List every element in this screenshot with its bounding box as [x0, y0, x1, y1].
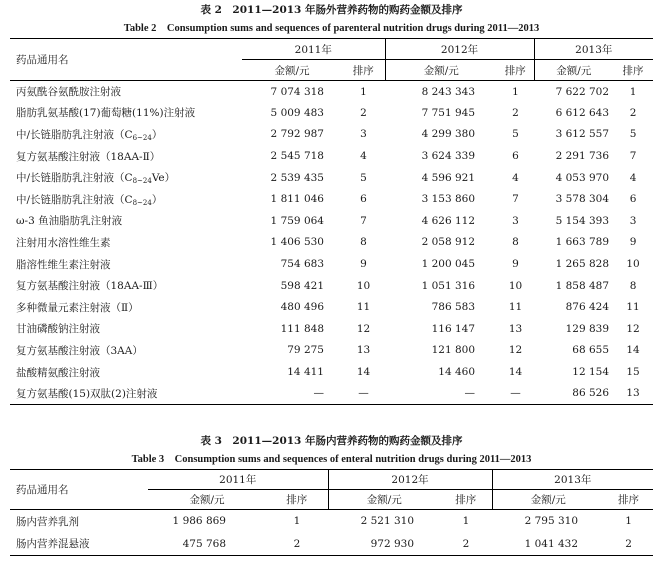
rank-2012-cell: 7	[512, 193, 519, 206]
amount-2011-cell: 79 275	[287, 344, 324, 357]
rank-2012-cell: 5	[512, 128, 519, 141]
table2-body	[10, 81, 653, 405]
amount-2013-cell: 3 612 557	[555, 128, 610, 141]
table2-header-amount-2011: 金额/元	[242, 60, 342, 81]
rank-2012-cell: 1	[512, 85, 519, 98]
table-row	[10, 102, 653, 124]
table-row	[10, 124, 653, 146]
rank-2011-cell: 2	[360, 106, 367, 119]
rank-2011-cell: 3	[360, 128, 367, 141]
drug-name: 脂溶性维生素注射液	[16, 258, 111, 271]
amount-2012-cell: 14 460	[438, 366, 476, 379]
drug-name: 注射用水溶性维生素	[16, 236, 111, 249]
table3-header-rank-2011: 排序	[266, 490, 328, 510]
table-row	[10, 81, 653, 103]
rank-2011-cell: 14	[356, 366, 371, 379]
drug-name-cell	[10, 296, 242, 318]
rank-2013-cell: 13	[626, 387, 640, 400]
rank-2013-cell: 11	[626, 301, 640, 314]
drug-name-cell	[10, 167, 242, 189]
amount-2011-cell: 480 496	[280, 301, 324, 314]
table2-header-rank-2012: 排序	[497, 60, 534, 81]
amount-2011-cell: 1 406 530	[270, 236, 324, 249]
drug-name: 脂肪乳氨基酸(17)葡萄糖(11%)注射液	[16, 107, 196, 120]
rank-2013-cell: 12	[626, 322, 640, 335]
amount-2012-cell: 3 624 339	[421, 150, 476, 163]
amount-2012-cell: 2 521 310	[360, 515, 415, 528]
amount-2012-cell: 7 751 945	[421, 106, 476, 119]
amount-2013-cell: 6 612 643	[555, 106, 610, 119]
table-row	[10, 361, 653, 383]
amount-2013-cell: 12 154	[572, 366, 610, 379]
table3-header-amount-2013: 金额/元	[492, 490, 604, 510]
table2-header-year-2013: 2013年	[534, 39, 653, 60]
drug-name: 复方氨基酸注射液（3AA）	[16, 344, 143, 357]
drug-name-cell	[10, 232, 242, 254]
drug-name: 中/长链脂肪乳注射液（C	[16, 193, 133, 206]
rank-2011-cell: 11	[356, 301, 371, 314]
drug-name-subscript: 8~24	[132, 198, 152, 207]
drug-name: 甘油磷酸钠注射液	[16, 323, 100, 336]
table2-header-year-2012: 2012年	[385, 39, 534, 60]
table2-header-amount-2013: 金额/元	[534, 60, 613, 81]
table-row	[10, 188, 653, 210]
rank-2013-cell: 15	[626, 366, 640, 379]
amount-2011-cell: 2 539 435	[270, 171, 324, 184]
rank-2012-cell: 12	[508, 344, 523, 357]
amount-2011-cell: 1 759 064	[270, 214, 324, 227]
drug-name: 复方氨基酸注射液（18AA-Ⅲ）	[16, 280, 164, 293]
amount-2013-cell: 68 655	[572, 344, 610, 357]
table2-header-name: 药品通用名	[10, 39, 242, 81]
amount-2012-cell: 121 800	[431, 344, 476, 357]
drug-name-tail: Ve）	[151, 172, 176, 185]
amount-2013-cell: 876 424	[565, 301, 610, 314]
amount-2012-cell: 3 153 860	[421, 193, 476, 206]
table3-body	[10, 510, 653, 556]
table2-caption-cn: 表 2 2011—2013 年肠外营养药物的购药金额及排序	[200, 4, 463, 16]
rank-2013-cell: 5	[629, 128, 637, 141]
rank-2013-cell: 9	[629, 236, 637, 249]
drug-name-cell	[10, 253, 242, 275]
table-row	[10, 533, 653, 556]
amount-2012-cell: 2 058 912	[421, 236, 476, 249]
rank-2012-cell: 2	[462, 537, 470, 550]
rank-2013-cell: 14	[626, 344, 640, 357]
table3-header-year-2012: 2012年	[328, 470, 492, 490]
amount-2013-cell: 5 154 393	[555, 214, 610, 227]
drug-name-cell	[10, 102, 242, 124]
table3-header-year-2013: 2013年	[492, 470, 653, 490]
table-row	[10, 340, 653, 362]
table3-caption-en: Table 3 Consumption sums and sequences of enteral nutrition drugs during 2011—2013	[131, 454, 532, 465]
amount-2013-cell: 86 526	[572, 387, 610, 400]
drug-name-cell	[10, 81, 242, 103]
amount-2011-cell: 475 768	[182, 537, 226, 550]
drug-name-tail: ）	[151, 128, 163, 141]
amount-2011-cell: 1 986 869	[172, 515, 226, 528]
rank-2011-cell: 9	[360, 258, 367, 271]
rank-2013-cell: 8	[629, 279, 637, 292]
amount-2012-cell: 4 299 380	[421, 128, 476, 141]
table3-header-year-2011: 2011年	[148, 470, 328, 490]
rank-2013-cell: 4	[629, 171, 637, 184]
rank-2011-cell: 4	[360, 150, 367, 163]
table2-header-year-2011: 2011年	[242, 39, 385, 60]
table3-header-amount-2012: 金额/元	[328, 490, 440, 510]
drug-name-tail: ）	[151, 193, 163, 206]
rank-2013-cell: 6	[629, 193, 637, 206]
drug-name: 中/长链脂肪乳注射液（C	[16, 128, 133, 141]
amount-2011-cell: 1 811 046	[270, 193, 324, 206]
rank-2011-cell: 8	[360, 236, 367, 249]
rank-2011-cell: 7	[360, 214, 367, 227]
amount-2013-cell: 2 795 310	[524, 515, 579, 528]
table-row	[10, 253, 653, 275]
table-row	[10, 210, 653, 232]
amount-2011-cell: 2 792 987	[270, 128, 324, 141]
amount-2012-cell: —	[464, 387, 476, 400]
table2-header-amount-2012: 金额/元	[385, 60, 497, 81]
table3-header-rank-2012: 排序	[440, 490, 492, 510]
rank-2011-cell: 10	[356, 279, 371, 292]
amount-2013-cell: 129 839	[565, 322, 610, 335]
rank-2013-cell: 2	[629, 106, 637, 119]
drug-name-cell	[10, 188, 242, 210]
rank-2011-cell: 2	[293, 537, 301, 550]
rank-2011-cell: 6	[360, 193, 367, 206]
drug-name-cell	[10, 124, 242, 146]
rank-2013-cell: 10	[626, 258, 640, 271]
amount-2013-cell: 7 622 702	[555, 85, 610, 98]
amount-2013-cell: 1 858 487	[555, 279, 610, 292]
drug-name: 中/长链脂肪乳注射液（C	[16, 172, 133, 185]
drug-name-cell	[10, 340, 242, 362]
rank-2012-cell: 2	[512, 106, 519, 119]
table-row	[10, 510, 653, 533]
amount-2012-cell: 786 583	[431, 301, 476, 314]
table3	[10, 469, 653, 556]
rank-2011-cell: 12	[356, 322, 371, 335]
rank-2013-cell: 3	[629, 214, 637, 227]
amount-2011-cell: 7 074 318	[270, 85, 324, 98]
drug-name: ω-3 鱼油脂肪乳注射液	[16, 215, 123, 228]
rank-2012-cell: 13	[508, 322, 523, 335]
rank-2013-cell: 1	[625, 515, 632, 528]
drug-name-cell	[10, 275, 242, 297]
table2-caption-en: Table 2 Consumption sums and sequences of parenteral nutrition drugs during 2011—2013	[123, 23, 540, 34]
drug-name-cell	[10, 510, 148, 533]
drug-name: 复方氨基酸(15)双肽(2)注射液	[16, 387, 158, 400]
rank-2012-cell: 8	[512, 236, 519, 249]
amount-2011-cell: 111 848	[280, 322, 324, 335]
amount-2013-cell: 4 053 970	[555, 171, 610, 184]
amount-2013-cell: 3 578 304	[555, 193, 610, 206]
amount-2011-cell: 598 421	[280, 279, 324, 292]
rank-2012-cell: 10	[508, 279, 523, 292]
amount-2011-cell: 754 683	[280, 258, 324, 271]
rank-2013-cell: 2	[625, 537, 632, 550]
rank-2011-cell: 1	[293, 515, 301, 528]
table2-header-rank-2011: 排序	[342, 60, 385, 81]
rank-2012-cell: 3	[512, 214, 519, 227]
amount-2012-cell: 972 930	[370, 537, 415, 550]
amount-2012-cell: 1 200 045	[421, 258, 476, 271]
rank-2011-cell: 5	[360, 171, 367, 184]
table3-header-name: 药品通用名	[10, 470, 148, 510]
rank-2011-cell: 1	[360, 85, 367, 98]
rank-2012-cell: 14	[508, 366, 523, 379]
amount-2011-cell: 14 411	[287, 366, 324, 379]
drug-name: 复方氨基酸注射液（18AA-Ⅱ）	[16, 150, 161, 163]
table-row	[10, 318, 653, 340]
drug-name-cell	[10, 533, 148, 556]
rank-2012-cell: 6	[512, 150, 519, 163]
drug-name-subscript: 6~24	[132, 133, 152, 142]
amount-2013-cell: 1 663 789	[555, 236, 610, 249]
amount-2011-cell: 2 545 718	[270, 150, 324, 163]
table3-header-amount-2011: 金额/元	[148, 490, 266, 510]
table-row	[10, 145, 653, 167]
amount-2012-cell: 4 626 112	[421, 214, 476, 227]
drug-name-cell	[10, 145, 242, 167]
drug-name-cell	[10, 210, 242, 232]
drug-name-cell	[10, 318, 242, 340]
rank-2013-cell: 7	[629, 150, 637, 163]
rank-2012-cell: —	[510, 387, 521, 400]
drug-name: 盐酸精氨酸注射液	[16, 366, 100, 379]
drug-name: 肠内营养乳剂	[16, 515, 79, 528]
drug-name-cell	[10, 361, 242, 383]
rank-2013-cell: 1	[629, 85, 637, 98]
table2	[10, 38, 653, 405]
rank-2012-cell: 11	[508, 301, 523, 314]
rank-2012-cell: 9	[512, 258, 519, 271]
amount-2013-cell: 2 291 736	[555, 150, 610, 163]
drug-name-cell	[10, 383, 242, 405]
amount-2011-cell: —	[313, 387, 324, 400]
drug-name: 多种微量元素注射液（Ⅱ）	[16, 301, 139, 314]
drug-name-subscript: 8~24	[132, 177, 152, 186]
table-row	[10, 275, 653, 297]
rank-2012-cell: 1	[462, 515, 470, 528]
table-row	[10, 232, 653, 254]
amount-2011-cell: 5 009 483	[270, 106, 324, 119]
table-row	[10, 167, 653, 189]
drug-name: 肠内营养混悬液	[16, 538, 90, 551]
amount-2013-cell: 1 265 828	[555, 258, 610, 271]
table2-header-rank-2013: 排序	[613, 60, 653, 81]
amount-2012-cell: 1 051 316	[421, 279, 476, 292]
amount-2013-cell: 1 041 432	[524, 537, 579, 550]
table3-header-rank-2013: 排序	[604, 490, 653, 510]
rank-2011-cell: —	[358, 387, 369, 400]
table3-caption-cn: 表 3 2011—2013 年肠内营养药物的购药金额及排序	[200, 435, 463, 447]
amount-2012-cell: 116 147	[431, 322, 476, 335]
drug-name: 丙氨酰谷氨酰胺注射液	[16, 86, 121, 99]
amount-2012-cell: 8 243 343	[421, 85, 476, 98]
table-row	[10, 383, 653, 405]
rank-2012-cell: 4	[512, 171, 519, 184]
amount-2012-cell: 4 596 921	[421, 171, 476, 184]
table-row	[10, 296, 653, 318]
rank-2011-cell: 13	[356, 344, 371, 357]
